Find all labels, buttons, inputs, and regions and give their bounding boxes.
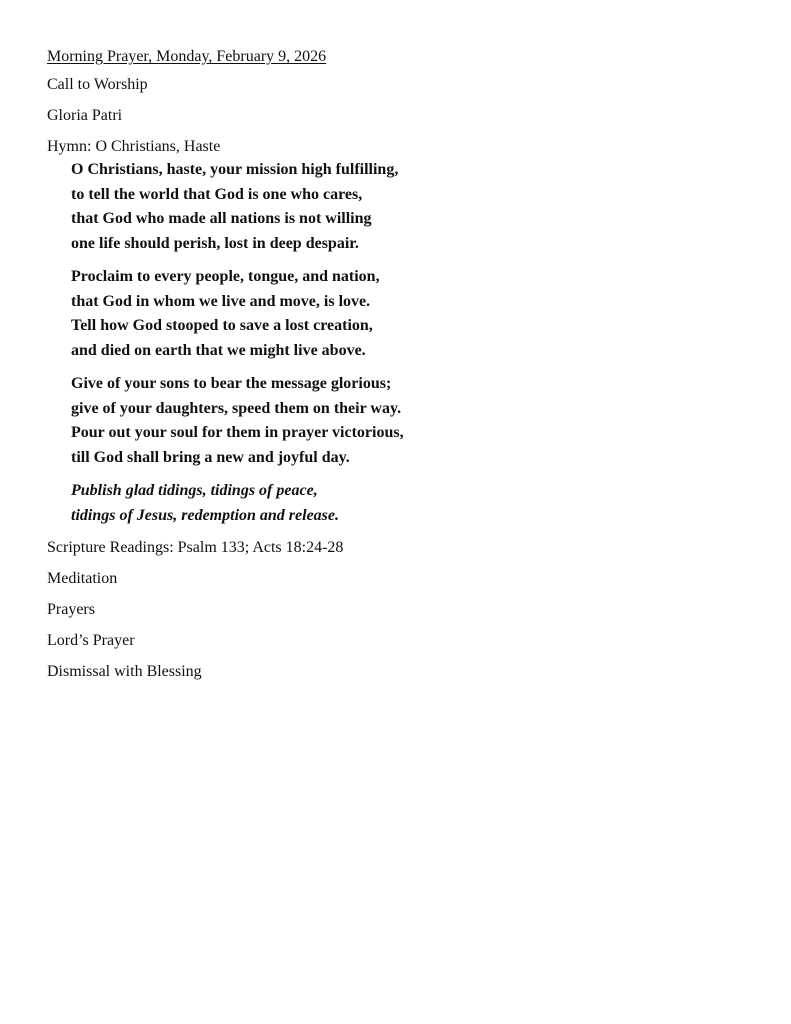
dismissal-with-blessing: Dismissal with Blessing [47,663,202,680]
hymn-stanza-2 [71,265,747,363]
hymn-heading: Hymn: O Christians, Haste [47,138,221,155]
refrain-line: tidings of Jesus, redemption and release. [71,506,340,524]
meditation: Meditation [47,570,118,587]
hymn-refrain [71,479,747,528]
hymn-line: to tell the world that God is one who cares, [71,185,363,203]
hymn-line: Proclaim to every people, tongue, and nation, [71,268,380,285]
hymn-stanza-3 [71,372,747,470]
hymn-section [47,136,747,528]
lords-prayer: Lord’s Prayer [47,632,135,649]
hymn-line: that God in whom we live and move, is love. [71,292,371,310]
page-title: Morning Prayer, Monday, February 9, 2026 [47,48,327,65]
hymn-line: give of your daughters, speed them on their way. [71,399,402,417]
hymn-line: one life should perish, lost in deep despair. [71,234,359,252]
hymn-line: till God shall bring a new and joyful day. [71,448,350,466]
prayers: Prayers [47,601,95,618]
hymn-line: and died on earth that we might live above. [71,341,366,359]
refrain-line: Publish glad tidings, tidings of peace, [71,482,318,499]
gloria-patri: Gloria Patri [47,107,123,124]
bulletin-page [47,46,747,692]
hymn-line: Give of your sons to bear the message glorious; [71,375,392,392]
hymn-line: O Christians, haste, your mission high fulfilling, [71,161,399,178]
hymn-line: that God who made all nations is not willing [71,210,372,227]
hymn-stanza-1 [71,158,747,256]
scripture-readings: Scripture Readings: Psalm 133; Acts 18:24-28 [47,539,344,556]
hymn-line: Pour out your soul for them in prayer victorious, [71,424,404,441]
call-to-worship: Call to Worship [47,76,148,93]
hymn-line: Tell how God stooped to save a lost creation, [71,317,373,334]
